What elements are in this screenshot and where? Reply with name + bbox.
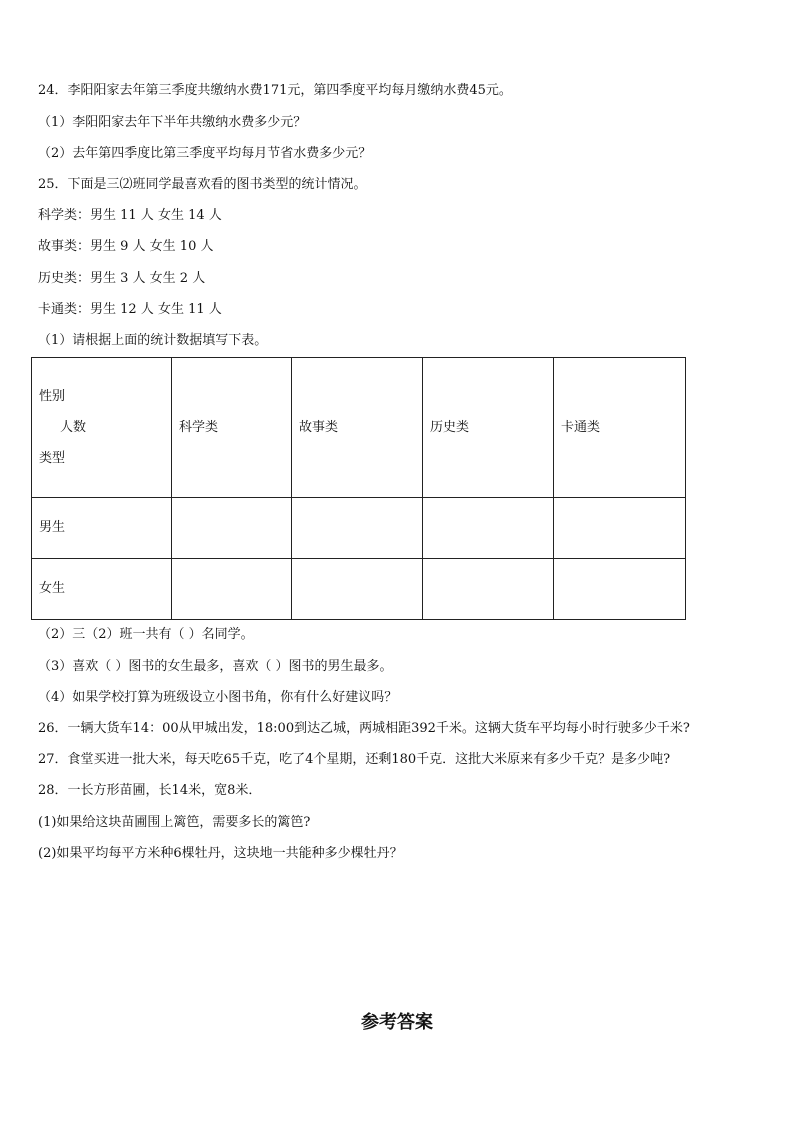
table-row-girls bbox=[32, 559, 686, 620]
q26-stem: 26．一辆大货车14：00从甲城出发，18:00到达乙城，两城相距392千米。这辆大货车平均每小时行驶多少千米? bbox=[38, 721, 690, 736]
table-header-row bbox=[32, 358, 686, 498]
cell-girls-story[interactable] bbox=[292, 559, 423, 620]
cell-boys-cartoon[interactable] bbox=[554, 498, 686, 559]
q28-sub1: (1)如果给这块苗圃围上篱笆，需要多长的篱笆? bbox=[38, 815, 311, 830]
q25-sub2: （2）三（2）班一共有（ ）名同学。 bbox=[38, 627, 254, 642]
cell-boys-history[interactable] bbox=[423, 498, 554, 559]
cell-boys-science[interactable] bbox=[172, 498, 292, 559]
q25-data-line-cartoon: 卡通类：男生 12 人 女生 11 人 bbox=[38, 302, 222, 317]
q25-sub3: （3）喜欢（ ）图书的女生最多，喜欢（ ）图书的男生最多。 bbox=[38, 659, 393, 674]
cell-girls-science[interactable] bbox=[172, 559, 292, 620]
table-row-boys bbox=[32, 498, 686, 559]
diag-label-count: 人数 bbox=[60, 420, 87, 435]
q25-sub1: （1）请根据上面的统计数据填写下表。 bbox=[38, 333, 268, 348]
col-header-history: 历史类 bbox=[423, 358, 554, 498]
col-header-science: 科学类 bbox=[172, 358, 292, 498]
table-diagonal-header bbox=[32, 358, 172, 498]
diag-label-type: 类型 bbox=[39, 451, 66, 466]
q25-data-line-history: 历史类：男生 3 人 女生 2 人 bbox=[38, 271, 206, 286]
row-header-boys: 男生 bbox=[32, 498, 172, 559]
q28-stem: 28．一长方形苗圃，长14米，宽8米． bbox=[38, 783, 262, 798]
q25-data-line-story: 故事类：男生 9 人 女生 10 人 bbox=[38, 239, 214, 254]
q25-sub4: （4）如果学校打算为班级设立小图书角，你有什么好建议吗？ bbox=[38, 690, 398, 705]
q27-stem: 27．食堂买进一批大米，每天吃65千克，吃了4个星期，还剩180千克．这批大米原来有多少千克？是多少吨? bbox=[38, 752, 671, 767]
cell-girls-cartoon[interactable] bbox=[554, 559, 686, 620]
diag-label-gender: 性别 bbox=[39, 389, 66, 404]
q24-sub1: （1）李阳阳家去年下半年共缴纳水费多少元？ bbox=[38, 115, 307, 130]
q25-data-line-science: 科学类：男生 11 人 女生 14 人 bbox=[38, 208, 222, 223]
col-header-cartoon: 卡通类 bbox=[554, 358, 686, 498]
answer-heading: 参考答案 bbox=[361, 1012, 433, 1033]
row-header-girls: 女生 bbox=[32, 559, 172, 620]
q24-sub2: （2）去年第四季度比第三季度平均每月节省水费多少元？ bbox=[38, 146, 372, 161]
cell-girls-history[interactable] bbox=[423, 559, 554, 620]
q24-stem: 24．李阳阳家去年第三季度共缴纳水费171元，第四季度平均每月缴纳水费45元。 bbox=[38, 83, 512, 98]
cell-boys-story[interactable] bbox=[292, 498, 423, 559]
q25-stem: 25．下面是三⑵班同学最喜欢看的图书类型的统计情况。 bbox=[38, 177, 367, 192]
col-header-story: 故事类 bbox=[292, 358, 423, 498]
q28-sub2: (2)如果平均每平方米种6棵牡丹，这块地一共能种多少棵牡丹？ bbox=[38, 846, 403, 861]
stat-table bbox=[31, 357, 686, 620]
